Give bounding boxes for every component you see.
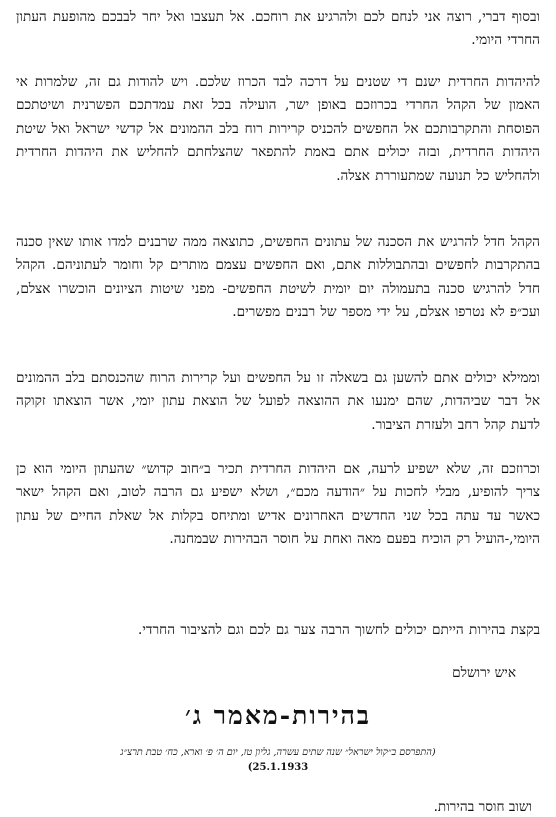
paragraph-4: וממילא יכולים אתם להשען גם בשאלה זו על החפשים ועל קרירות הרוח שהכנסתם בלב ההמונים אל דבר שביהדות, שהם ימנעו את ההוצאה לפועל של הוצאת עתון יומי, אשר הוצאתו זקוקה לדעת קהל רחב ולעזרת הציבור.: [16, 370, 540, 433]
paragraph-2: להיהדות החרדית ישנם די שטנים על דרכה לבד הכרוז שלכם. ויש להודות גם זה, שלמרות אי האמון של הקהל החרדי בכרוזכם באופן ישר, הועילה בכל זאת עמדתכם הפשרנית ושיטתכם הפוסחת והתקרבותכם אל החפשים להכניס קרירות רוח בלב ההמונים אל קדשי ישראל ואל שיטת היהדות החרדית, ובזה יכולים אתם באמת להתפאר שהצלחתם להחליש את היהדות החרדית ולהחליש כל תנועה שמתעוררת אצלה.: [16, 74, 540, 184]
publication-date: (25.1.1933: [247, 762, 309, 773]
source-note: (התפרסם ב״קול ישראל״ שנה שתים עשרה, גליון טז, יום ה׳ פ׳ וארא, כח׳ טבת תרצ״ג: [120, 747, 436, 758]
paragraph-gap: [16, 440, 540, 458]
paragraph-gap: [16, 349, 540, 367]
paragraph-gap: [16, 601, 540, 619]
document-page: [16, 6, 540, 815]
paragraph-gap: [16, 213, 540, 231]
paragraph-5: וכרוזכם זה, שלא ישפיע לרעה, אם היהדות החרדית תכיר ב״חוב קדוש״ שהעתון היומי הוא כן צריך להופיע, מבלי לחכות על ״הודעה מכם״, ושלא ישפיע גם הרבה לטוב, ואם הקהל ישאר כאשר עד עתה בכל שני החדשים האחרונים אדיש ומתיחס בקלות אל שאלת החיים של עתון היומי,-הועיל רק הוכיח בפעם מאה ואחת על חוסר הבהירות שבמחנה.: [16, 461, 540, 548]
paragraph-3: הקהל חדל להרגיש את הסכנה של עתונים החפשים, כתוצאה ממה שרבנים למדו אותו שאין סכנה בהתקרבות לחפשים ובהתבוללות אתם, ואם החפשים עצמם מותרים קל וחומר לעתוניהם. הקהל חדל להרגיש סכנה בתעמולה יום יומית לשיטת החפשים- מפני שיטות הציונים הוכשרו אצלם, ועכ״פ לא נטרפו אצלם, על ידי מספר של רבנים מפשרים.: [16, 234, 540, 321]
signature: איש ירושלם: [452, 665, 516, 681]
paragraph-6: בקצת בהירות הייתם יכולים לחשוך הרבה צער גם לכם וגם להציבור החרדי.: [138, 622, 540, 638]
paragraph-gap: [16, 53, 540, 71]
article-title: בהירות-מאמר ג׳: [185, 701, 371, 730]
paragraph-1: ובסוף דברי, רוצה אני לנחם לכם ולהרגיע את רוחכם. אל תעצבו ואל יחר לבבכם מהופעת העתון החרדי היומי.: [16, 9, 540, 49]
closing-line: ושוב חוסר בהירות.: [433, 799, 532, 815]
